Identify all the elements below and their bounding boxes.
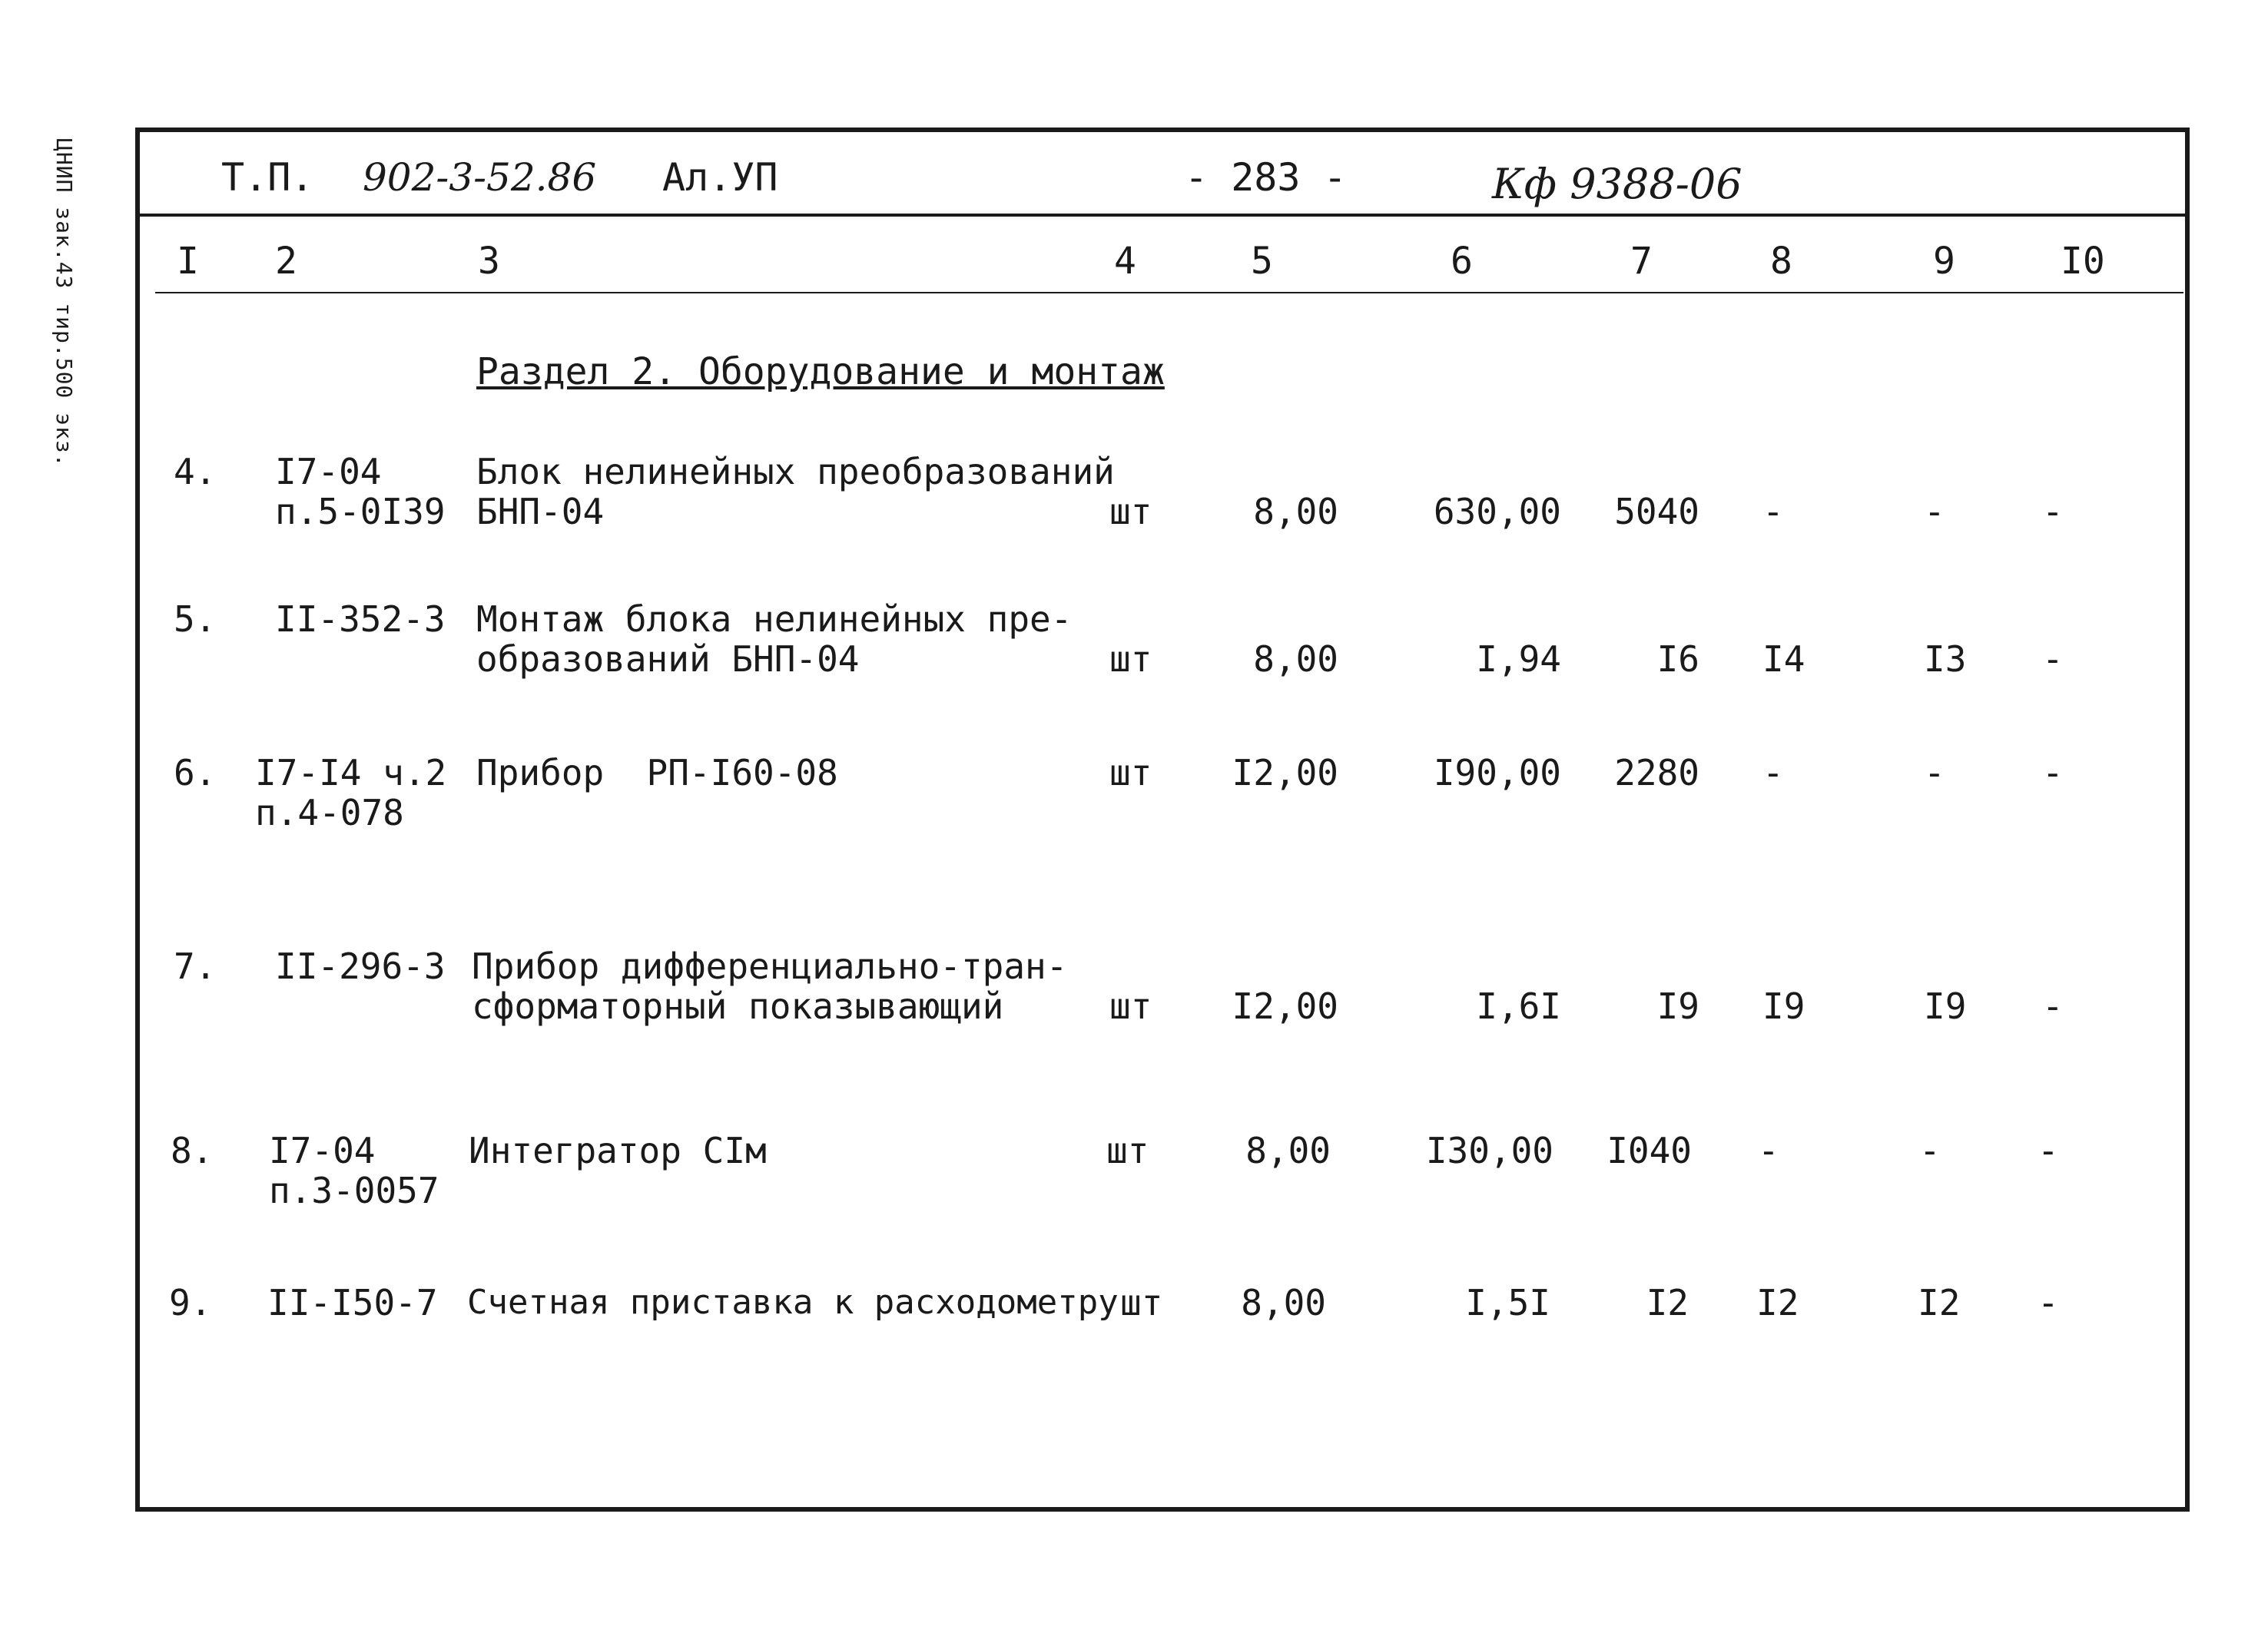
column-head-5: 5 [1251, 240, 1273, 283]
project-code: 902-3-52.86 [363, 155, 597, 200]
row-unit: шт [1106, 1130, 1149, 1171]
row-code: II-296-3 [275, 946, 446, 987]
row-total: I2 [1646, 1282, 1689, 1323]
row-quantity: 8,00 [1241, 1282, 1326, 1323]
row-col8: - [1762, 491, 1784, 532]
row-number: 6. [174, 752, 217, 793]
row-col9: I3 [1924, 638, 1967, 680]
row-unit: шт [1109, 491, 1152, 532]
row-name: Блок нелинейных преобразований БНП-04 [476, 451, 1115, 532]
column-head-7: 7 [1630, 240, 1653, 283]
row-col9: I2 [1918, 1282, 1961, 1323]
row-number: 5. [174, 598, 217, 640]
page-number: - 283 - [1185, 155, 1347, 200]
row-col10: - [2042, 752, 2064, 793]
row-unit: шт [1120, 1282, 1163, 1323]
section-title: Раздел 2. Оборудование и монтаж [476, 350, 1165, 393]
doc-number: Кф 9388-06 [1492, 160, 1742, 208]
row-col10: - [2042, 985, 2064, 1027]
row-code: I7-04 п.3-0057 [269, 1130, 439, 1211]
row-col8: I9 [1762, 985, 1805, 1027]
row-quantity: 8,00 [1253, 638, 1338, 680]
row-code: II-352-3 [275, 598, 446, 640]
album-label: Ал.УП [662, 155, 778, 200]
row-col9: - [1919, 1130, 1941, 1171]
row-col9: - [1924, 752, 1945, 793]
row-code: I7-04 п.5-0I39 [275, 451, 446, 532]
row-number: 7. [174, 946, 217, 987]
row-name: Монтаж блока нелинейных пре- образований БНП-04 [476, 598, 1073, 680]
row-name: Прибор дифференциально-тран- сформаторный показывающий [472, 946, 1068, 1027]
row-col10: - [2038, 1130, 2059, 1171]
row-col10: - [2042, 638, 2064, 680]
row-number: 4. [174, 451, 217, 492]
row-name: Интегратор СIм [469, 1130, 767, 1171]
column-divider [155, 292, 2183, 293]
column-head-9: 9 [1933, 240, 1955, 283]
column-head-4: 4 [1114, 240, 1136, 283]
row-code: I7-I4 ч.2 п.4-078 [255, 752, 447, 833]
row-total: I6 [1656, 638, 1699, 680]
column-head-10: I0 [2061, 240, 2105, 283]
row-col10: - [2042, 491, 2064, 532]
row-price: I,5I [1465, 1282, 1550, 1323]
row-col10: - [2038, 1282, 2059, 1323]
row-name: Прибор РП-I60-08 [476, 752, 838, 793]
row-col9: I9 [1924, 985, 1967, 1027]
row-price: I30,00 [1425, 1130, 1553, 1171]
row-unit: шт [1109, 638, 1152, 680]
row-quantity: I2,00 [1232, 985, 1338, 1027]
row-total: I9 [1656, 985, 1699, 1027]
header-divider [140, 214, 2185, 217]
row-price: I,94 [1476, 638, 1561, 680]
row-total: 5040 [1614, 491, 1699, 532]
row-col8: - [1762, 752, 1784, 793]
row-total: 2280 [1614, 752, 1699, 793]
row-number: 8. [171, 1130, 214, 1171]
row-price: I,6I [1476, 985, 1561, 1027]
row-price: 630,00 [1433, 491, 1561, 532]
row-quantity: 8,00 [1253, 491, 1338, 532]
row-name: Счетная приставка к расходометру [467, 1283, 1119, 1322]
row-price: I90,00 [1433, 752, 1561, 793]
row-number: 9. [169, 1282, 212, 1323]
row-col8: I4 [1762, 638, 1805, 680]
row-col8: I2 [1756, 1282, 1799, 1323]
document-frame [135, 128, 2190, 1512]
column-head-2: 2 [275, 240, 297, 283]
column-head-3: 3 [478, 240, 500, 283]
row-quantity: 8,00 [1245, 1130, 1331, 1171]
row-unit: шт [1109, 985, 1152, 1027]
column-head-1: I [177, 240, 199, 283]
row-quantity: I2,00 [1232, 752, 1338, 793]
row-unit: шт [1109, 752, 1152, 793]
row-total: I040 [1606, 1130, 1692, 1171]
row-col9: - [1924, 491, 1945, 532]
column-head-6: 6 [1451, 240, 1473, 283]
row-col8: - [1758, 1130, 1779, 1171]
side-stamp: ЦНИП зак.43 тир.500 экз. [51, 138, 77, 468]
tp-label: Т.П. [221, 155, 314, 200]
row-code: II-I50-7 [267, 1282, 438, 1323]
column-head-8: 8 [1770, 240, 1792, 283]
